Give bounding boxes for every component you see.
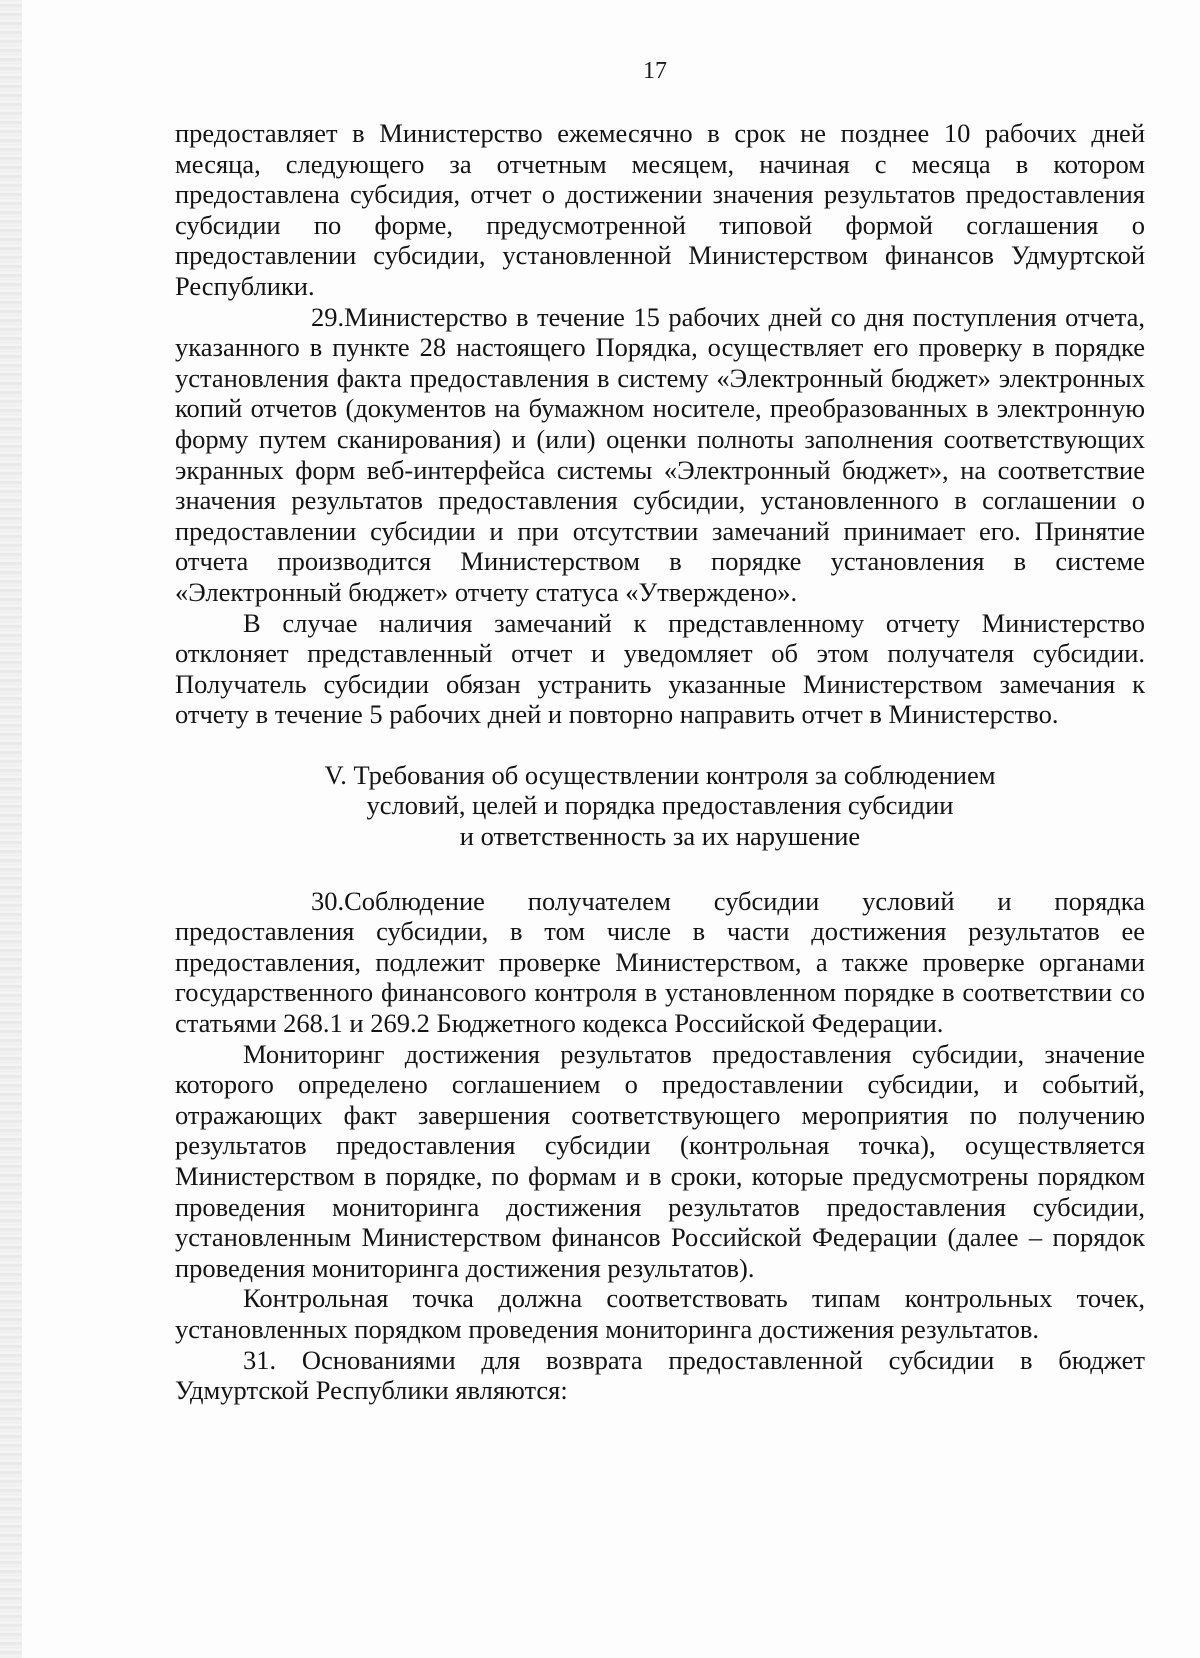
clause-31	[175, 1345, 1145, 1406]
section-heading-line: условий, целей и порядка предоставления субсидии	[366, 790, 954, 821]
clause-29	[175, 302, 1145, 608]
clause-number: 29.	[311, 301, 345, 332]
paragraph-text: Мониторинг достижения результатов предоставления субсидии, значение которого определено соглашением о предоставлении субсидии, и событий, отражающих факт завершения соответствующего мероприятия по получению результатов предоставления субсидии (контрольная точка), осуществляется Министерством в порядке, по формам и в сроки, которые предусмотрены порядком проведения мониторинга достижения результатов предоставления субсидии, установленным Министерством финансов Российской Федерации (далее – порядок проведения мониторинга достижения результатов).	[175, 1038, 1145, 1283]
paragraph-text: Соблюдение получателем субсидии условий и порядка предоставления субсидии, в том числе в части достижения результатов ее предоставления, подлежит проверке Министерством, а также проверке органами государственного финансового контроля в установленном порядке в соответствии со статьями 268.1 и 269.2 Бюджетного кодекса Российской Федерации.	[175, 885, 1145, 1039]
section-heading	[175, 760, 1145, 852]
paragraph-continuation	[175, 118, 1145, 302]
paragraph-text: Контрольная точка должна соответствовать типам контрольных точек, установленных порядком проведения мониторинга достижения результатов.	[175, 1283, 1145, 1344]
scan-edge-artifact	[0, 0, 22, 1658]
paragraph-remarks	[175, 608, 1145, 730]
paragraph-text: предоставляет в Министерство ежемесячно в срок не позднее 10 рабочих дней месяца, следующего за отчетным месяцем, начиная с месяца в котором предоставлена субсидия, отчет о достижении значения результатов предоставления субсидии по форме, предусмотренной типовой формой соглашения о предоставлении субсидии, установленной Министерством финансов Удмуртской Республики.	[175, 118, 1145, 301]
clause-number: 31.	[243, 1344, 277, 1375]
paragraph-monitoring	[175, 1039, 1145, 1284]
paragraph-text: В случае наличия замечаний к представленному отчету Министерство отклоняет представленный отчет и уведомляет об этом получателя субсидии. Получатель субсидии обязан устранить указанные Министерством замечания к отчету в течение 5 рабочих дней и повторно направить отчет в Министерство.	[175, 607, 1145, 730]
paragraph-text: Министерство в течение 15 рабочих дней со дня поступления отчета, указанного в пункте 28 настоящего Порядка, осуществляет его проверку в порядке установления факта предоставления в систему «Электронный бюджет» электронных копий отчетов (документов на бумажном носителе, преобразованных в электронную форму путем сканирования) и (или) оценки полноты заполнения соответствующих экранных форм веб-интерфейса системы «Электронный бюджет», на соответствие значения результатов предоставления субсидии, установленного в соглашении о предоставлении субсидии и при отсутствии замечаний принимает его. Принятие отчета производится Министерством в порядке установления в системе «Электронный бюджет» отчету статуса «Утверждено».	[175, 301, 1145, 607]
section-heading-line: и ответственность за их нарушение	[459, 821, 861, 852]
page-number: 17	[643, 58, 667, 84]
paragraph-text: Основаниями для возврата предоставленной субсидии в бюджет Удмуртской Республики являются:	[175, 1344, 1145, 1406]
document-body	[175, 118, 1145, 1406]
clause-number: 30.	[311, 885, 345, 916]
paragraph-control-point	[175, 1283, 1145, 1344]
section-heading-line: V. Требования об осуществлении контроля за соблюдением	[324, 759, 996, 790]
clause-30	[175, 886, 1145, 1039]
